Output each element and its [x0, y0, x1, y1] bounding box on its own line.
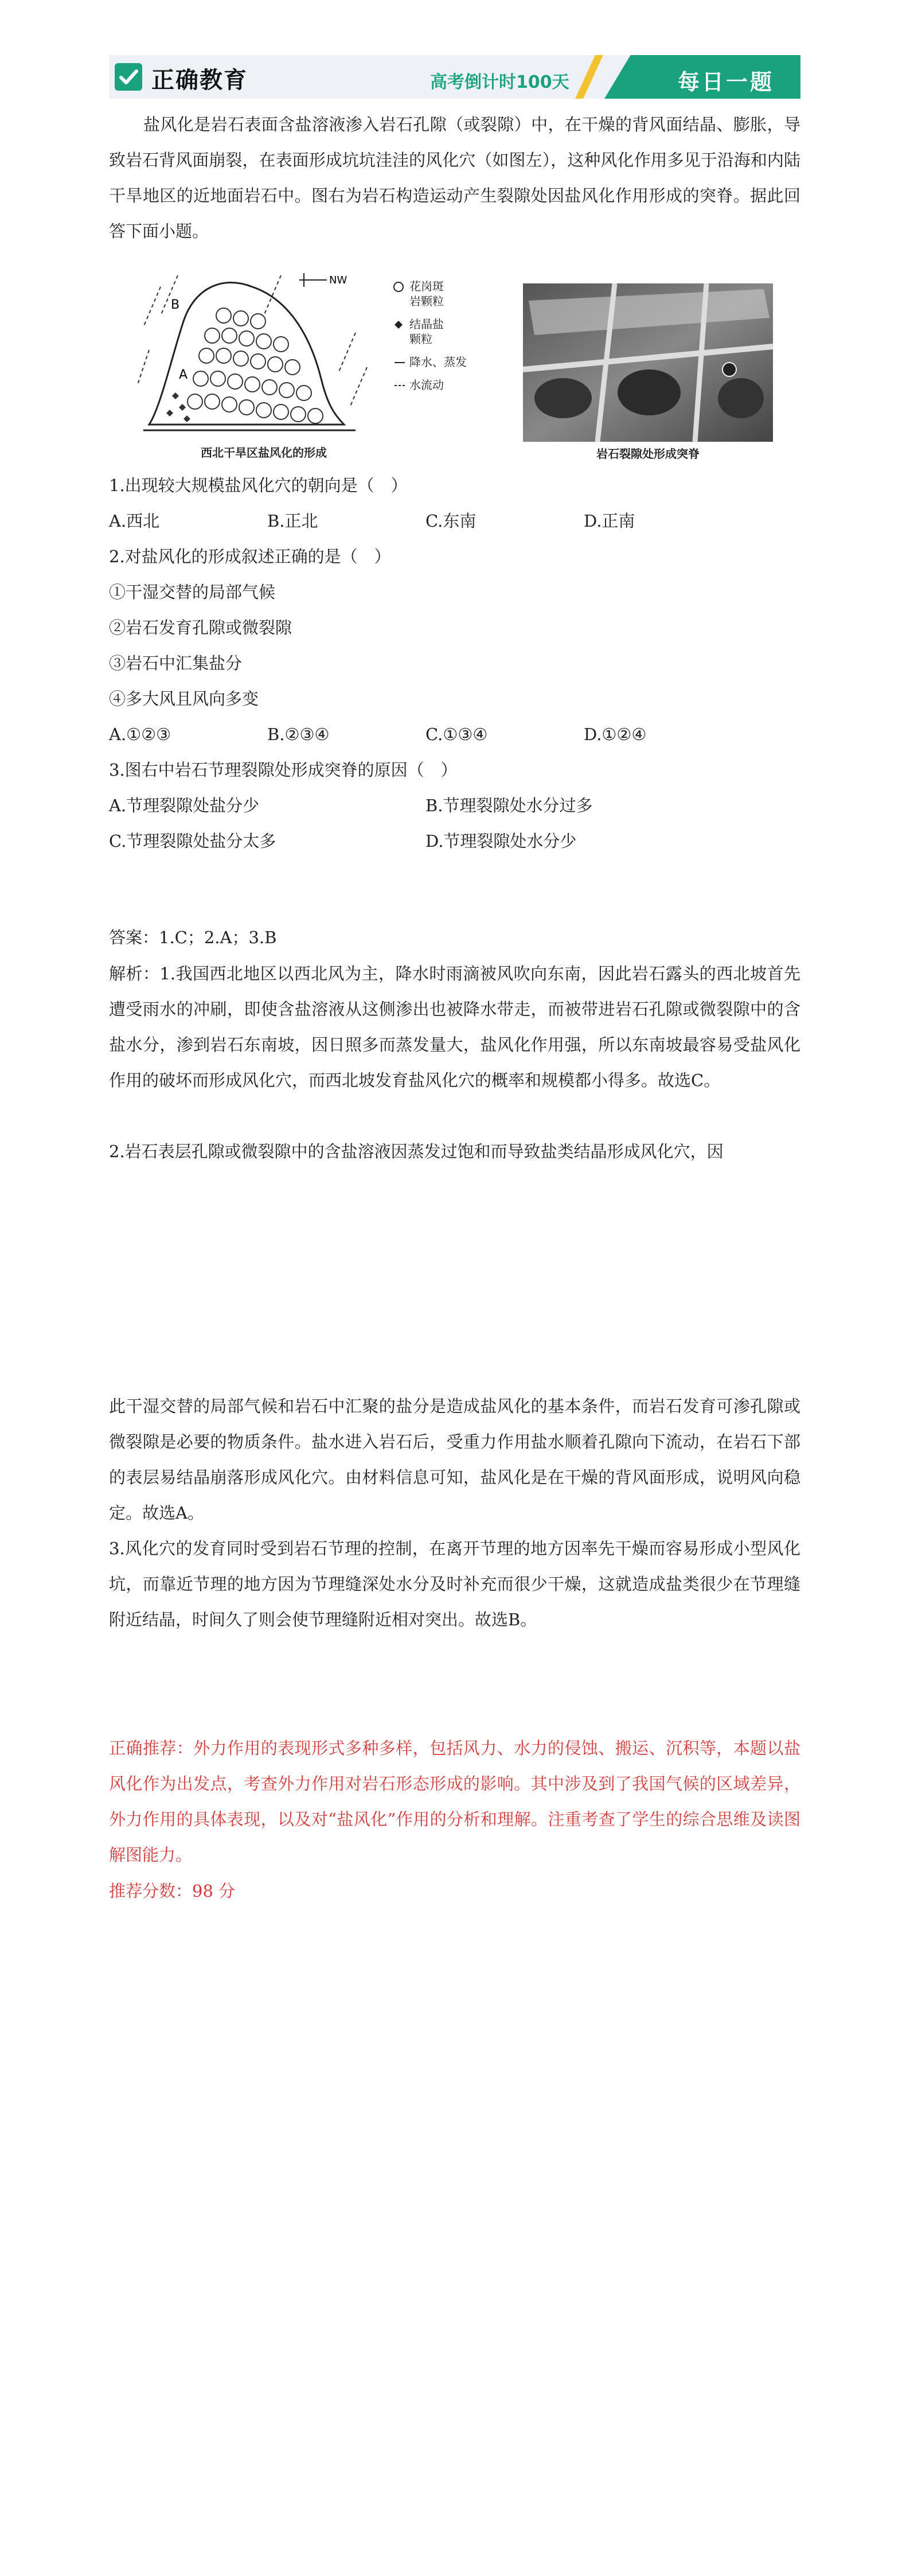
banner-stripe	[571, 55, 611, 99]
direction-label: NW	[329, 274, 347, 286]
q2-statement: ②岩石发育孔隙或微裂隙	[109, 618, 292, 637]
legend-item: 颗粒	[409, 332, 432, 346]
salt-weathering-diagram	[138, 264, 516, 465]
analysis-paragraph-4: 3.风化穴的发育同时受到岩石节理的控制，在离开节理的地方因率先干燥而容易形成小型风化坑，而靠近节理的地方因为节理缝深处水分及时补充而很少干燥，这就造成盐类很少在节理缝附近结晶，时间久了则会使节理缝附近相对突出。故选B。	[109, 1539, 800, 1629]
right-figure-caption: 岩石裂隙处形成突脊	[596, 447, 700, 461]
analysis-paragraph-3: 此干湿交替的局部气候和岩石中汇聚的盐分是造成盐风化的基本条件，而岩石发育可渗孔隙或微裂隙是必要的物质条件。盐水进入岩石后，受重力作用盐水顺着孔隙向下流动，在岩石下部的表层易结晶崩落形成风化穴。由材料信息可知，盐风化是在干燥的背风面形成，说明风向稳定。故选A。	[109, 1396, 800, 1523]
granite-icon	[394, 282, 403, 291]
q3-option-b: B.节理裂隙处水分过多	[425, 796, 593, 815]
q2-statement: ③岩石中汇集盐分	[109, 653, 243, 673]
left-figure-caption: 西北干旱区盐风化的形成	[201, 446, 327, 460]
question-2-stem: 2.对盐风化的形成叙述正确的是（ ）	[109, 547, 391, 566]
answer-line: 答案：1.C；2.A；3.B	[109, 928, 277, 947]
q1-option-a: A.西北	[109, 511, 160, 531]
q2-option-c: C.①③④	[425, 725, 488, 744]
q1-option-c: C.东南	[425, 511, 477, 531]
daily-label: 每日一题	[677, 69, 774, 95]
header-banner	[109, 55, 800, 99]
question-1-stem: 1.出现较大规模盐风化穴的朝向是（ ）	[109, 476, 408, 495]
recommend-paragraph: 正确推荐：外力作用的表现形式多种多样，包括风力、水力的侵蚀、搬运、沉积等，本题以盐风化作为出发点，考查外力作用对岩石形态形成的影响。其中涉及到了我国气候的区域差异，外力作用的具体表现，以及对“盐风化”作用的分析和理解。注重考查了学生的综合思维及读图解图能力。	[109, 1738, 800, 1865]
q2-option-d: D.①②④	[584, 725, 647, 744]
question-3-stem: 3.图右中岩石节理裂隙处形成突脊的原因（ ）	[109, 760, 458, 780]
brand-name: 正确教育	[151, 67, 248, 94]
q2-option-b: B.②③④	[267, 725, 330, 744]
q2-statement: ①干湿交替的局部气候	[109, 582, 276, 602]
q1-option-b: B.正北	[267, 511, 318, 531]
q2-statement: ④多大风且风向多变	[109, 689, 259, 709]
analysis-paragraph-1: 解析：1.我国西北地区以西北风为主，降水时雨滴被风吹向东南，因此岩石露头的西北坡首先遭受雨水的冲刷，即使含盐溶液从这侧渗出也被降水带走，而被带进岩石孔隙或微裂隙中的含盐水分，渗到岩石东南坡，因日照多而蒸发量大，盐风化作用强，所以东南坡最容易受盐风化作用的破坏而形成风化穴，而西北坡发育盐风化穴的概率和规模都小得多。故选C。	[109, 964, 800, 1090]
label-a: A	[179, 368, 188, 382]
q3-option-d: D.节理裂隙处水分少	[425, 831, 577, 851]
analysis-paragraph-2: 2.岩石表层孔隙或微裂隙中的含盐溶液因蒸发过饱和而导致盐类结晶形成风化穴，因	[109, 1142, 724, 1161]
rock-fissure-photo	[523, 283, 773, 465]
legend-item: 花岗斑	[409, 279, 444, 293]
legend-item: 水流动	[409, 378, 444, 392]
north-west-arrow-icon	[299, 273, 327, 287]
recommend-score: 推荐分数：98 分	[109, 1881, 236, 1901]
label-b: B	[171, 298, 180, 312]
legend-item: 结晶盐	[409, 317, 444, 331]
q2-option-a: A.①②③	[109, 725, 171, 744]
q3-option-a: A.节理裂隙处盐分少	[109, 796, 260, 815]
q1-option-d: D.正南	[584, 511, 635, 531]
legend-item: 岩颗粒	[409, 294, 444, 308]
intro-paragraph: 盐风化是岩石表面含盐溶液渗入岩石孔隙（或裂隙）中，在干燥的背风面结晶、膨胀，导致岩石背风面崩裂，在表面形成坑坑洼洼的风化穴（如图左），这种风化作用多见于沿海和内陆干旱地区的近地面岩石中。图右为岩石构造运动产生裂隙处因盐风化作用形成的突脊。据此回答下面小题。	[109, 115, 800, 241]
q3-option-c: C.节理裂隙处盐分太多	[109, 831, 276, 851]
check-icon	[115, 63, 142, 91]
legend-item: 降水、蒸发	[409, 355, 467, 369]
countdown-text: 高考倒计时100天	[430, 72, 569, 92]
salt-crystal-icon	[395, 321, 403, 329]
